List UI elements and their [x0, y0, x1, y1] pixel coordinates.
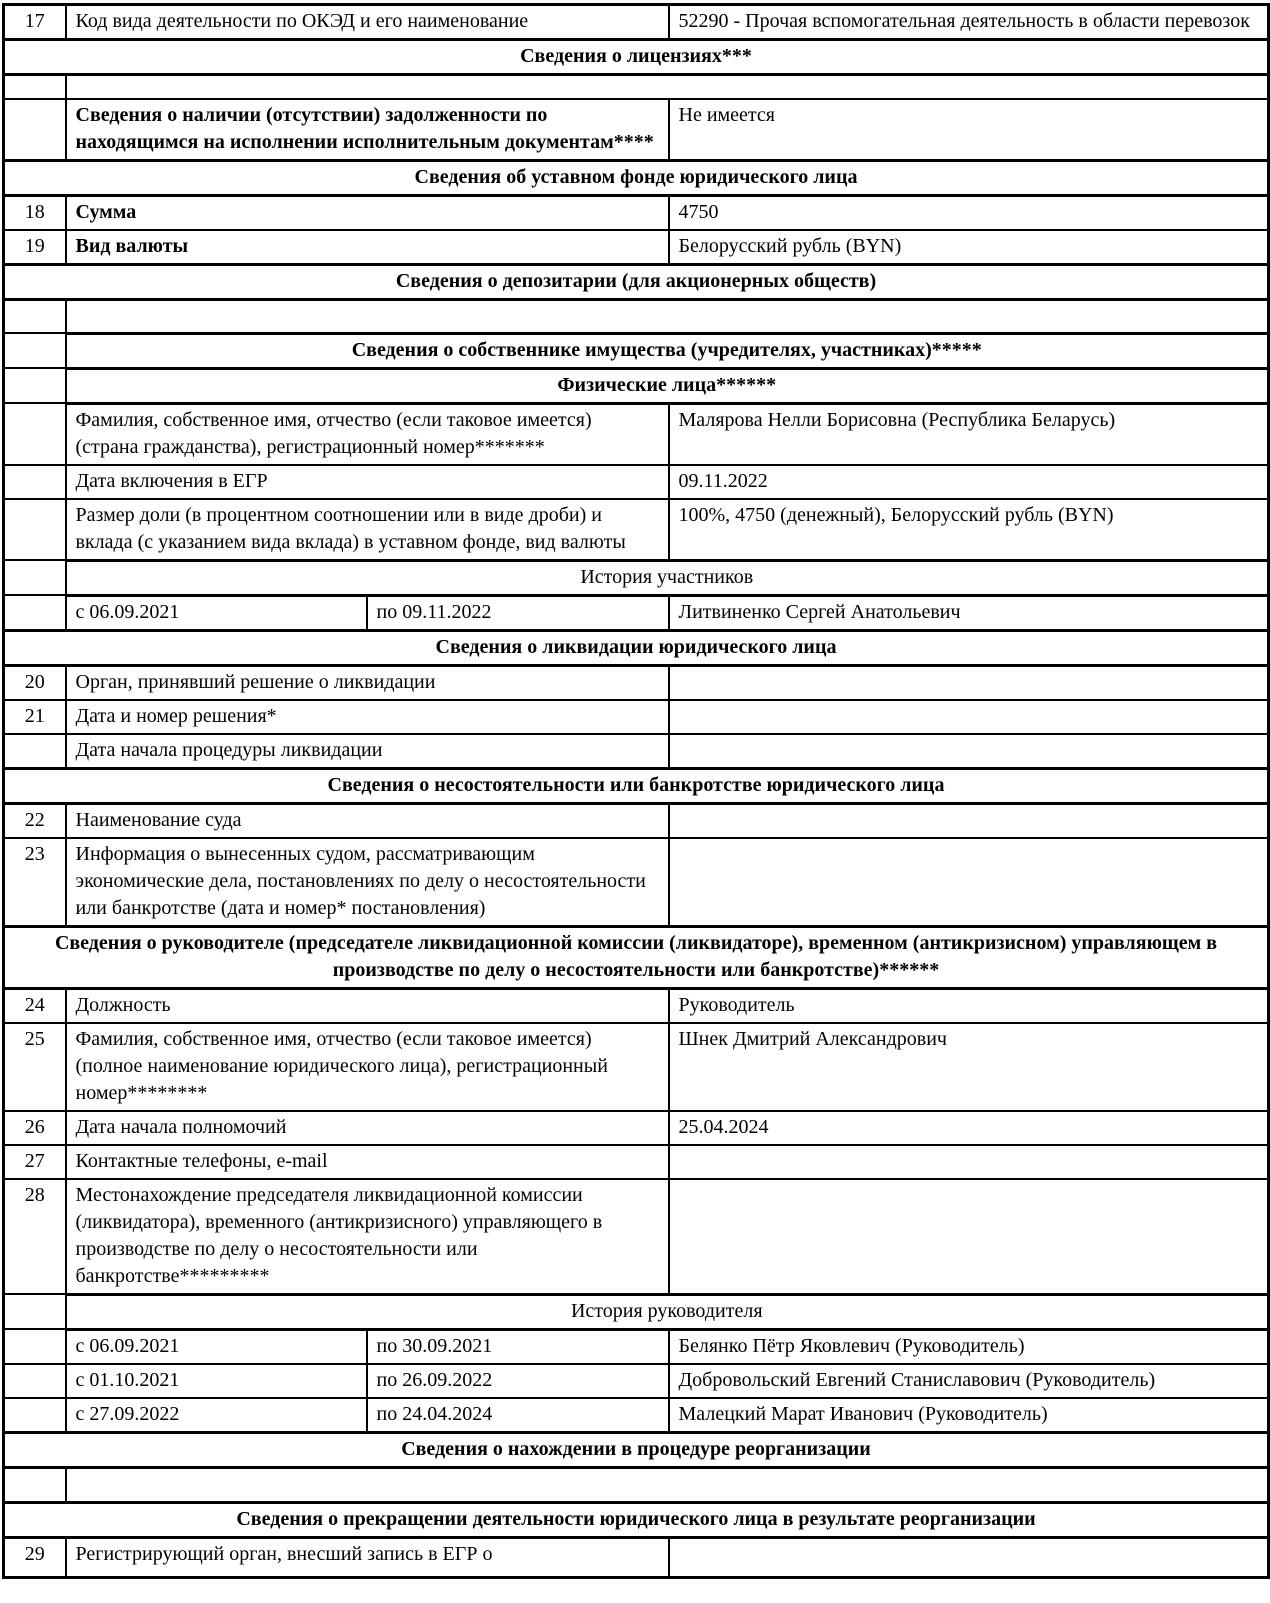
label-cell: Должность: [66, 988, 669, 1023]
section-header: Сведения о лицензиях***: [4, 40, 1269, 75]
section-header-row: [4, 264, 1269, 299]
label-cell: Сумма: [66, 195, 669, 230]
value-cell: 25.04.2024: [669, 1111, 1269, 1145]
row-number-cell: [4, 595, 66, 630]
history-name-cell: Добровольский Евгений Станиславович (Руководитель): [669, 1364, 1269, 1398]
table-row: [4, 99, 1269, 161]
section-header: Сведения о ликвидации юридического лица: [4, 630, 1269, 665]
empty-cell: [66, 75, 1269, 99]
value-cell: [669, 838, 1269, 927]
table-row: [4, 1145, 1269, 1179]
subsection-header: История руководителя: [66, 1294, 1269, 1329]
table-row: [4, 195, 1269, 230]
row-number-cell: 17: [4, 5, 66, 40]
label-cell: Фамилия, собственное имя, отчество (если таковое имеется) (страна гражданства), регистрационный номер*******: [66, 403, 669, 465]
section-header: Сведения о депозитарии (для акционерных обществ): [4, 264, 1269, 299]
row-number-cell: [4, 499, 66, 561]
label-cell: Дата включения в ЕГР: [66, 465, 669, 499]
table-row: [4, 403, 1269, 465]
row-number-cell: [4, 1329, 66, 1364]
spacer-row: [4, 1467, 1269, 1502]
value-cell: [669, 803, 1269, 838]
history-from-cell: с 06.09.2021: [66, 595, 367, 630]
section-header: Сведения об уставном фонде юридического лица: [4, 160, 1269, 195]
label-cell: Размер доли (в процентном соотношении или в виде дроби) и вклада (с указанием вида вклада) в уставном фонде, вид валюты: [66, 499, 669, 561]
section-header: Сведения о нахождении в процедуре реорганизации: [4, 1432, 1269, 1467]
section-header: Сведения о руководителе (председателе ликвидационной комиссии (ликвидаторе), временном (антикризисном) управляющем в производстве по делу о несостоятельности или банкротстве)******: [4, 926, 1269, 988]
section-header: Сведения о прекращении деятельности юридического лица в результате реорганизации: [4, 1502, 1269, 1537]
row-number-cell: [4, 465, 66, 499]
row-number-cell: 21: [4, 700, 66, 734]
empty-cell: [66, 299, 1269, 333]
history-from-cell: с 27.09.2022: [66, 1398, 367, 1433]
section-header-row: [4, 630, 1269, 665]
subsection-header-row: [4, 333, 1269, 368]
table-row: [4, 665, 1269, 700]
history-to-cell: по 30.09.2021: [367, 1329, 669, 1364]
history-row: [4, 1329, 1269, 1364]
row-number-cell: [4, 299, 66, 333]
row-number-cell: [4, 560, 66, 595]
row-number-cell: 25: [4, 1023, 66, 1111]
value-cell: [669, 1145, 1269, 1179]
row-number-cell: [4, 333, 66, 368]
history-row: [4, 1364, 1269, 1398]
registry-table: [2, 3, 1270, 1579]
value-cell: Малярова Нелли Борисовна (Республика Беларусь): [669, 403, 1269, 465]
label-cell: Фамилия, собственное имя, отчество (если таковое имеется) (полное наименование юридического лица), регистрационный номер********: [66, 1023, 669, 1111]
table-row: [4, 230, 1269, 265]
row-number-cell: [4, 1364, 66, 1398]
table-row: [4, 988, 1269, 1023]
registry-extract-page: [0, 3, 1270, 1603]
value-cell: [669, 700, 1269, 734]
table-row: [4, 700, 1269, 734]
value-cell: 4750: [669, 195, 1269, 230]
history-row: [4, 1398, 1269, 1433]
row-number-cell: [4, 75, 66, 99]
spacer-row: [4, 299, 1269, 333]
section-header-row: [4, 926, 1269, 988]
row-number-cell: [4, 1467, 66, 1502]
spacer-row: [4, 75, 1269, 99]
table-row: [4, 1537, 1269, 1577]
row-number-cell: [4, 1398, 66, 1433]
section-header-row: [4, 768, 1269, 803]
row-number-cell: [4, 403, 66, 465]
empty-cell: [66, 1467, 1269, 1502]
table-row: [4, 1111, 1269, 1145]
section-header-row: [4, 1502, 1269, 1537]
history-to-cell: по 09.11.2022: [367, 595, 669, 630]
value-cell: Шнек Дмитрий Александрович: [669, 1023, 1269, 1111]
row-number-cell: 24: [4, 988, 66, 1023]
table-row: [4, 499, 1269, 561]
label-cell: Местонахождение председателя ликвидационной комиссии (ликвидатора), временного (антикризисного) управляющего в производстве по делу о несостоятельности или банкротстве*********: [66, 1179, 669, 1295]
history-from-cell: с 01.10.2021: [66, 1364, 367, 1398]
row-number-cell: [4, 368, 66, 403]
history-from-cell: с 06.09.2021: [66, 1329, 367, 1364]
value-cell: [669, 665, 1269, 700]
table-row: [4, 5, 1269, 40]
row-number-cell: 26: [4, 1111, 66, 1145]
label-cell: Регистрирующий орган, внесший запись в ЕГР о: [66, 1537, 669, 1577]
value-cell: 09.11.2022: [669, 465, 1269, 499]
value-cell: 100%, 4750 (денежный), Белорусский рубль (BYN): [669, 499, 1269, 561]
label-cell: Сведения о наличии (отсутствии) задолженности по находящимся на исполнении исполнительным документам****: [66, 99, 669, 161]
value-cell: 52290 - Прочая вспомогательная деятельность в области перевозок: [669, 5, 1269, 40]
history-to-cell: по 24.04.2024: [367, 1398, 669, 1433]
row-number-cell: 20: [4, 665, 66, 700]
row-number-cell: [4, 99, 66, 161]
label-cell: Наименование суда: [66, 803, 669, 838]
value-cell: Руководитель: [669, 988, 1269, 1023]
label-cell: Дата начала процедуры ликвидации: [66, 734, 669, 769]
subsection-header-row: [4, 560, 1269, 595]
row-number-cell: 23: [4, 838, 66, 927]
value-cell: Белорусский рубль (BYN): [669, 230, 1269, 265]
history-name-cell: Малецкий Марат Иванович (Руководитель): [669, 1398, 1269, 1433]
section-header-row: [4, 40, 1269, 75]
section-header: Сведения о несостоятельности или банкротстве юридического лица: [4, 768, 1269, 803]
label-cell: Дата и номер решения*: [66, 700, 669, 734]
table-row: [4, 838, 1269, 927]
subsection-header: Сведения о собственнике имущества (учредителях, участниках)*****: [66, 333, 1269, 368]
history-name-cell: Литвиненко Сергей Анатольевич: [669, 595, 1269, 630]
history-name-cell: Белянко Пётр Яковлевич (Руководитель): [669, 1329, 1269, 1364]
history-to-cell: по 26.09.2022: [367, 1364, 669, 1398]
label-cell: Дата начала полномочий: [66, 1111, 669, 1145]
value-cell: [669, 734, 1269, 769]
table-row: [4, 465, 1269, 499]
subsection-header: Физические лица******: [66, 368, 1269, 403]
row-number-cell: 27: [4, 1145, 66, 1179]
label-cell: Контактные телефоны, e-mail: [66, 1145, 669, 1179]
section-header-row: [4, 160, 1269, 195]
value-cell: [669, 1179, 1269, 1295]
subsection-header-row: [4, 1294, 1269, 1329]
history-row: [4, 595, 1269, 630]
label-cell: Орган, принявший решение о ликвидации: [66, 665, 669, 700]
label-cell: Вид валюты: [66, 230, 669, 265]
row-number-cell: 19: [4, 230, 66, 265]
table-row: [4, 803, 1269, 838]
row-number-cell: [4, 734, 66, 769]
row-number-cell: 18: [4, 195, 66, 230]
subsection-header-row: [4, 368, 1269, 403]
label-cell: Информация о вынесенных судом, рассматривающим экономические дела, постановлениях по делу о несостоятельности или банкротстве (дата и номер* постановления): [66, 838, 669, 927]
value-cell: [669, 1537, 1269, 1577]
table-row: [4, 734, 1269, 769]
value-cell: Не имеется: [669, 99, 1269, 161]
row-number-cell: 29: [4, 1537, 66, 1577]
row-number-cell: 28: [4, 1179, 66, 1295]
table-row: [4, 1023, 1269, 1111]
label-cell: Код вида деятельности по ОКЭД и его наименование: [66, 5, 669, 40]
table-row: [4, 1179, 1269, 1295]
subsection-header: История участников: [66, 560, 1269, 595]
row-number-cell: 22: [4, 803, 66, 838]
section-header-row: [4, 1432, 1269, 1467]
row-number-cell: [4, 1294, 66, 1329]
